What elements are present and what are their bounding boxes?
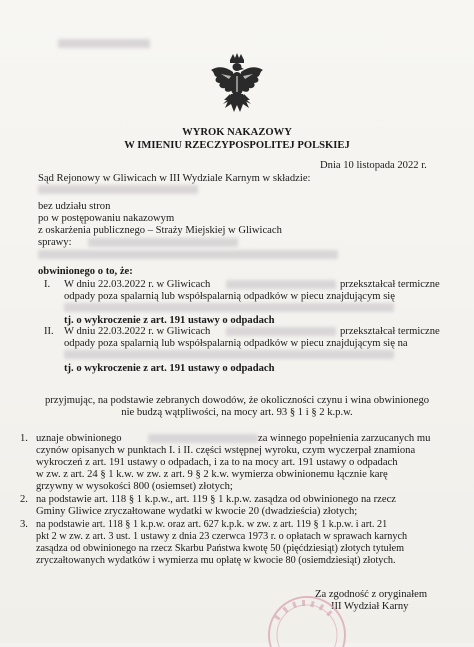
- prosecution-line: z oskarżenia publicznego – Straży Miejskiej w Gliwicach: [38, 225, 282, 236]
- ruling-text: grzywny w wysokości 800 (osiemset) złotych;: [36, 481, 233, 492]
- ruling-text: uznaje obwinionego: [36, 433, 122, 444]
- charge-text: W dniu 22.03.2022 r. w Gliwicach: [64, 279, 211, 290]
- without-parties: bez udziału stron: [38, 201, 111, 212]
- redacted-location: [64, 303, 394, 312]
- redacted-accused-name: [88, 238, 238, 247]
- polish-eagle-emblem-icon: [209, 52, 265, 118]
- charge-number: II.: [44, 326, 54, 337]
- ruling-text: zasądza od obwinionego na rzecz Skarbu Państwa kwotę 50 (pięćdziesiąt) złotych tytułem: [36, 543, 405, 554]
- case-label: sprawy:: [38, 237, 72, 248]
- ruling-text: na podstawie art. 118 § 1 k.p.w., art. 119 § 1 k.p.w. zasądza od obwinionego na rzecz: [36, 494, 396, 505]
- ruling-number: 2.: [20, 494, 28, 505]
- court-stamp-icon: [262, 585, 352, 647]
- charge-text: odpady poza spalarnią lub współspalarnią odpadków w piecu znajdującym się na: [64, 338, 408, 349]
- ruling-text: za winnego popełnienia zarzucanych mu: [258, 433, 431, 444]
- charge-number: I.: [44, 279, 51, 290]
- redacted-accused-name: [148, 434, 258, 443]
- verdict-subtitle: W IMIENIU RZECZYPOSPOLITEJ POLSKIEJ: [124, 140, 350, 151]
- redacted-case-number: [58, 39, 150, 48]
- charge-text: W dniu 22.03.2022 r. w Gliwicach: [64, 326, 211, 337]
- charge-qualification: tj. o wykroczenie z art. 191 ustawy o odpadach: [64, 315, 275, 326]
- certification-line: Za zgodność z oryginałem: [315, 589, 428, 600]
- redacted-accused-details: [38, 250, 338, 259]
- ruling-text: na podstawie art. 118 § 1 k.p.w. oraz art. 627 k.p.k. w zw. z art. 119 § 1 k.p.w. i art. 21: [36, 519, 388, 530]
- ruling-text: Gminy Gliwice zryczałtowane wydatki w kwocie 20 (dwadzieścia) złotych;: [36, 506, 358, 517]
- ruling-text: w zw. z art. 24 § 1 k.w. w zw. z art. 9 § 2 k.w. wymierza obwinionemu łącznie karę: [36, 469, 388, 480]
- ruling-text: wykroczeń z art. 191 ustawy o odpadach, i za to na mocy art. 191 ustawy o odpadach: [36, 457, 398, 468]
- redacted-address: [226, 280, 336, 289]
- procedure-line: po w postępowaniu nakazowym: [38, 213, 175, 224]
- redacted-judge-name: [38, 185, 198, 194]
- verdict-date: Dnia 10 listopada 2022 r.: [320, 160, 427, 171]
- verdict-title: WYROK NAKAZOWY: [182, 127, 292, 138]
- accused-heading: obwinionego o to, że:: [38, 266, 133, 277]
- ruling-text: pkt 2 w zw. z art. 3 ust. 1 ustawy z dnia 23 czerwca 1973 r. o opłatach w sprawach karnych: [36, 531, 408, 542]
- court-composition: Sąd Rejonowy w Gliwicach w III Wydziale Karnym w składzie:: [38, 173, 311, 184]
- reasoning-line: przyjmując, na podstawie zebranych dowodów, że okoliczności czynu i wina obwinionego: [44, 395, 430, 406]
- ruling-number: 1.: [20, 433, 28, 444]
- reasoning-line: nie budzą wątpliwości, na mocy art. 93 § 1 i § 2 k.p.w.: [121, 407, 353, 418]
- charge-text: przekształcał termiczne: [340, 279, 440, 290]
- ruling-number: 3.: [20, 519, 28, 530]
- redacted-address: [226, 327, 336, 336]
- certification-department: III Wydział Karny: [331, 601, 409, 612]
- ruling-text: czynów opisanych w punktach I. i II. części wstępnej wyroku, czym wyczerpał znamiona: [36, 445, 416, 456]
- charge-qualification: tj. o wykroczenie z art. 191 ustawy o odpadach: [64, 363, 275, 374]
- charge-text: odpady poza spalarnią lub współspalarnią odpadków w piecu znajdującym się: [64, 291, 395, 302]
- charge-text: przekształcał termiczne: [340, 326, 440, 337]
- redacted-location: [64, 350, 394, 359]
- ruling-text: zryczałtowanych wydatków i wymierza mu opłatę w kwocie 80 (osiemdziesiąt) złotych.: [36, 555, 396, 566]
